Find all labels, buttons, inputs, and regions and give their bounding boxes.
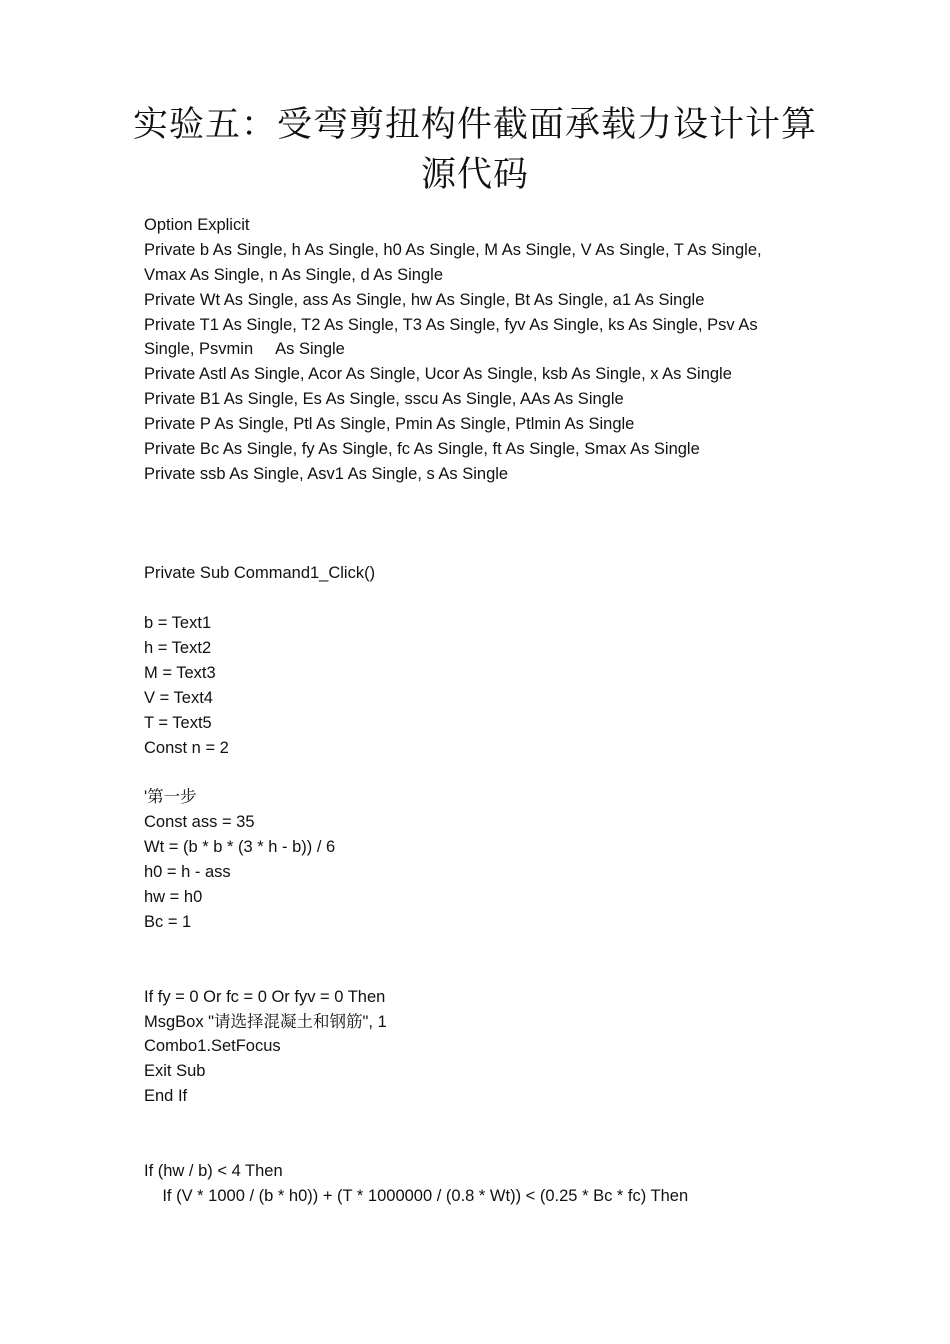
- document-title-line-2: 源代码: [420, 155, 529, 195]
- code-line: Private ssb As Single, Asv1 As Single, s As Single: [144, 464, 509, 483]
- code-line: [144, 487, 824, 512]
- code-line: T = Text5: [144, 713, 212, 732]
- code-line: If (V * 1000 / (b * h0)) + (T * 1000000 / (0.8 * Wt)) < (0.25 * Bc * fc) Then: [144, 1186, 689, 1205]
- code-line: [144, 935, 824, 960]
- code-line: Bc = 1: [144, 912, 192, 931]
- code-line: Private B1 As Single, Es As Single, sscu As Single, AAs As Single: [144, 390, 624, 409]
- code-line: [144, 537, 824, 562]
- code-line: h = Text2: [144, 639, 212, 658]
- code-line: Const ass = 35: [144, 813, 255, 832]
- code-line: MsgBox "请选择混凝土和钢筋", 1: [144, 1012, 387, 1031]
- code-line: b = Text1: [144, 614, 212, 633]
- code-line: V = Text4: [144, 688, 213, 707]
- code-line: Private Wt As Single, ass As Single, hw As Single, Bt As Single, a1 As Single: [144, 290, 705, 309]
- code-line: End If: [144, 1087, 188, 1106]
- code-line: Private Sub Command1_Click(): [144, 564, 376, 583]
- code-line: [144, 960, 824, 985]
- code-line: '第一步: [144, 788, 197, 807]
- code-line: Const n = 2: [144, 738, 229, 757]
- code-line: Private P As Single, Ptl As Single, Pmin As Single, Ptlmin As Single: [144, 415, 635, 434]
- code-line: [144, 1109, 824, 1134]
- code-line: If fy = 0 Or fc = 0 Or fyv = 0 Then: [144, 987, 386, 1006]
- code-line: [144, 1134, 824, 1159]
- code-line: hw = h0: [144, 888, 203, 907]
- code-line: [144, 761, 824, 786]
- code-line: Private b As Single, h As Single, h0 As Single, M As Single, V As Single, T As Single,: [144, 240, 762, 259]
- document-title-line-1: 实验五：受弯剪扭构件截面承载力设计计算: [132, 105, 817, 145]
- code-line: Wt = (b * b * (3 * h - b)) / 6: [144, 838, 336, 857]
- code-line: Vmax As Single, n As Single, d As Single: [144, 265, 444, 284]
- code-line: Private Bc As Single, fy As Single, fc As Single, ft As Single, Smax As Single: [144, 440, 700, 459]
- source-code-block: [144, 213, 824, 1209]
- code-line: If (hw / b) < 4 Then: [144, 1161, 283, 1180]
- code-line: Single, Psvmin As Single: [144, 340, 345, 359]
- code-line: h0 = h - ass: [144, 863, 231, 882]
- code-line: M = Text3: [144, 664, 216, 683]
- code-line: Combo1.SetFocus: [144, 1037, 281, 1056]
- code-line: Exit Sub: [144, 1062, 206, 1081]
- code-line: Option Explicit: [144, 216, 250, 234]
- code-line: Private T1 As Single, T2 As Single, T3 As Single, fyv As Single, ks As Single, Psv As: [144, 315, 758, 334]
- code-line: Private Astl As Single, Acor As Single, Ucor As Single, ksb As Single, x As Single: [144, 365, 732, 384]
- code-line: [144, 586, 824, 611]
- code-line: [144, 512, 824, 537]
